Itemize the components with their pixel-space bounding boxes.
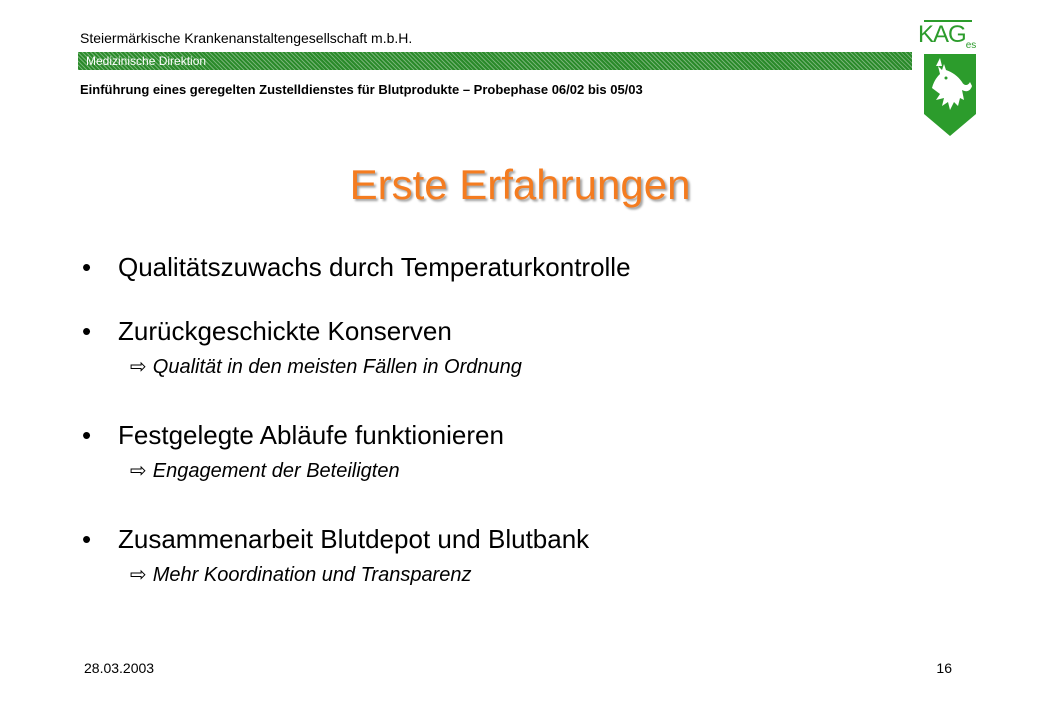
department-bar <box>78 52 912 70</box>
bullet-dot: • <box>82 524 92 554</box>
sub-bullet <box>130 562 471 588</box>
logo-suffix: es <box>965 40 977 51</box>
bullet-text: Festgelegte Abläufe funktionieren <box>118 420 504 450</box>
bullet-dot: • <box>82 252 92 282</box>
bullet-text: Zusammenarbeit Blutdepot und Blutbank <box>118 524 590 554</box>
sub-bullet-text: Qualität in den meisten Fällen in Ordnung <box>152 356 522 378</box>
arrow-right-icon: ⇨ <box>130 356 147 378</box>
page-number: 16 <box>936 660 952 676</box>
sub-bullet <box>130 458 400 484</box>
department-label: Medizinische Direktion <box>86 54 207 68</box>
arrow-right-icon: ⇨ <box>130 564 147 586</box>
sub-bullet-text: Engagement der Beteiligten <box>152 460 400 482</box>
organization-name: Steiermärkische Krankenanstaltengesellschaft m.b.H. <box>80 30 413 46</box>
panther-shield-icon <box>922 52 978 138</box>
arrow-right-icon: ⇨ <box>130 460 147 482</box>
slide-title: Erste Erfahrungen <box>349 161 691 208</box>
bullet-text: Qualitätszuwachs durch Temperaturkontrolle <box>118 252 631 282</box>
kages-logo <box>916 18 984 138</box>
logo-text: KAG <box>918 21 966 48</box>
sub-bullet-text: Mehr Koordination und Transparenz <box>152 564 472 586</box>
footer-date: 28.03.2003 <box>84 660 155 676</box>
presentation-subtitle: Einführung eines geregelten Zustelldienstes für Blutprodukte – Probephase 06/02 bis 05/03 <box>80 82 643 97</box>
bullet-dot: • <box>82 316 92 346</box>
bullet-text: Zurückgeschickte Konserven <box>118 316 452 346</box>
sub-bullet <box>130 354 522 380</box>
bullet-dot: • <box>82 420 92 450</box>
